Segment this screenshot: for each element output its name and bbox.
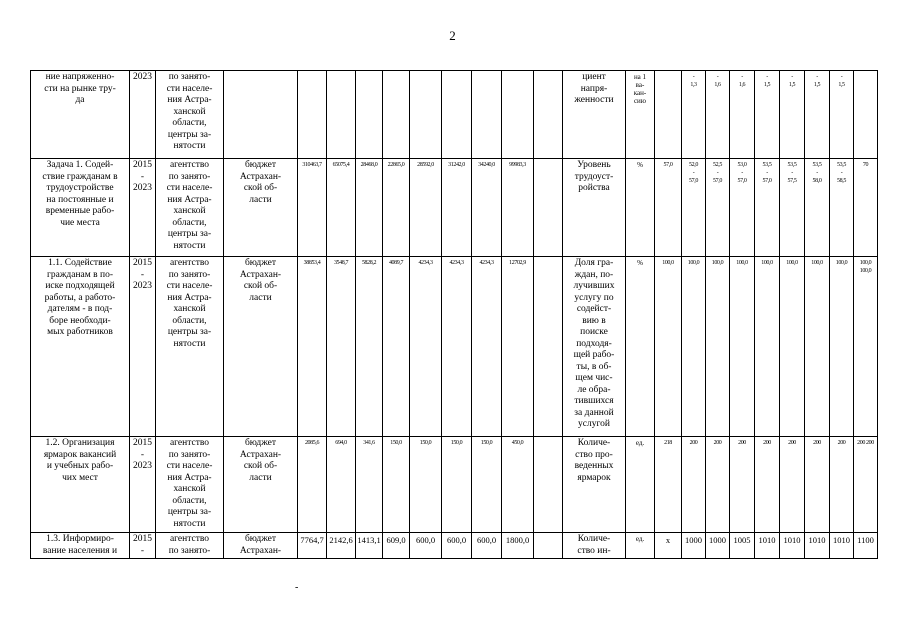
target-value-cell <box>706 257 730 437</box>
funding-value-cell <box>534 159 563 257</box>
target-value-cell <box>755 257 780 437</box>
target-value-cell <box>682 533 706 559</box>
target-value-cell <box>854 71 878 159</box>
target-value-cell-text: 52,0 - 57,0 <box>689 162 698 184</box>
executor-cell <box>156 159 224 257</box>
funding-value-cell <box>410 437 442 533</box>
target-value-cell-text: - 1,6 <box>738 74 746 88</box>
target-value-cell <box>682 437 706 533</box>
funding-value-cell <box>383 437 410 533</box>
funding-value-cell <box>410 257 442 437</box>
funding-source-cell-text: бюджет Астрахан- <box>239 534 282 556</box>
measure-name-cell <box>31 437 130 533</box>
table-row <box>31 159 878 257</box>
program-table <box>30 70 878 559</box>
funding-value-cell-text: 150,0 <box>390 440 402 446</box>
indicator-cell <box>563 533 626 559</box>
measure-name-cell-text: 1.2. Организация ярмарок вакансий и учебных рабо- чих мест <box>43 438 117 483</box>
funding-value-cell-text: 600,0 <box>446 535 467 545</box>
funding-value-cell <box>442 71 472 159</box>
funding-value-cell-text: 22865,0 <box>387 162 405 168</box>
funding-value-cell-text: 341,6 <box>363 440 375 446</box>
executor-cell-text: агентство по занято- сти населе- ния Астра- ханской области, центры за- нятости <box>166 160 213 251</box>
base-value-cell <box>655 257 682 437</box>
funding-value-cell <box>472 257 502 437</box>
target-value-cell <box>780 71 805 159</box>
funding-value-cell-text: 4234,3 <box>418 260 433 266</box>
indicator-cell-text: циент напря- женности <box>574 72 614 105</box>
funding-value-cell-text: 150,0 <box>480 440 493 446</box>
target-value-cell-text: - 1,3 <box>690 74 697 88</box>
funding-value-cell <box>383 159 410 257</box>
table-row <box>31 533 878 559</box>
funding-value-cell-text: 600,0 <box>415 535 436 545</box>
funding-source-cell-text: бюджет Астрахан- ской об- ласти <box>239 438 282 483</box>
funding-value-cell <box>383 71 410 159</box>
target-value-cell <box>755 437 780 533</box>
target-value-cell <box>830 437 854 533</box>
target-value-cell-text: 200 200 <box>857 440 874 446</box>
funding-value-cell <box>356 533 383 559</box>
target-value-cell-text: 200 <box>738 440 746 446</box>
base-value-cell <box>655 159 682 257</box>
base-value-cell-text: х <box>665 535 671 545</box>
period-cell-text: 2015 - 2023 <box>133 438 152 471</box>
funding-value-cell <box>534 257 563 437</box>
funding-value-cell-text: 38853,4 <box>303 260 321 266</box>
target-value-cell-text: 53,5 - 58,5 <box>837 162 846 184</box>
target-value-cell <box>805 533 830 559</box>
funding-value-cell-text: 150,0 <box>419 440 432 446</box>
period-cell-text: 2015 - 2023 <box>133 160 152 193</box>
funding-value-cell <box>502 159 534 257</box>
measure-name-cell-text: ние напряженно- сти на рынке тру- да <box>44 72 116 105</box>
funding-value-cell <box>442 159 472 257</box>
target-value-cell <box>780 159 805 257</box>
funding-value-cell <box>410 533 442 559</box>
period-cell <box>130 159 156 257</box>
page-number: 2 <box>449 28 456 43</box>
funding-value-cell <box>327 437 356 533</box>
period-cell <box>130 533 156 559</box>
funding-value-cell <box>502 71 534 159</box>
executor-cell <box>156 533 224 559</box>
funding-value-cell <box>298 257 327 437</box>
target-value-cell-text: 53,5 - 57,0 <box>762 162 772 184</box>
table-row <box>31 437 878 533</box>
base-value-cell <box>655 533 682 559</box>
period-cell-text: 2015 - 2023 <box>133 258 152 291</box>
period-cell <box>130 71 156 159</box>
indicator-cell-text: Количе- ство про- веденных ярмарок <box>574 438 614 483</box>
base-value-cell-text: 100,0 <box>662 260 674 266</box>
unit-cell-text: ед. <box>635 439 645 447</box>
target-value-cell-text: 1005 <box>733 535 751 545</box>
target-value-cell <box>805 257 830 437</box>
executor-cell-text: агентство по занято- <box>168 534 211 556</box>
funding-source-cell-text: бюджет Астрахан- ской об- ласти <box>239 258 282 303</box>
funding-value-cell <box>442 437 472 533</box>
target-value-cell <box>730 437 755 533</box>
funding-value-cell-text: 31242,0 <box>448 162 465 168</box>
target-value-cell-text: 1000 <box>685 535 702 545</box>
executor-cell <box>156 257 224 437</box>
funding-value-cell-text: 99983,3 <box>509 162 526 168</box>
funding-value-cell-text: 7764,7 <box>300 535 324 545</box>
funding-value-cell <box>356 71 383 159</box>
funding-value-cell <box>383 257 410 437</box>
funding-source-cell <box>224 71 298 159</box>
funding-value-cell <box>356 437 383 533</box>
funding-value-cell-text: 34240,0 <box>478 162 495 168</box>
target-value-cell <box>854 159 878 257</box>
target-value-cell-text: 200 <box>837 440 846 446</box>
target-value-cell-text: 100,0 <box>687 260 700 266</box>
target-value-cell <box>830 257 854 437</box>
target-value-cell <box>682 159 706 257</box>
target-value-cell-text: 200 <box>713 440 722 446</box>
target-value-cell-text: 70 <box>862 162 869 168</box>
funding-value-cell-text: 65075,4 <box>332 162 350 168</box>
target-value-cell <box>780 437 805 533</box>
target-value-cell <box>854 437 878 533</box>
funding-value-cell <box>383 533 410 559</box>
funding-value-cell <box>442 533 472 559</box>
target-value-cell-text: 1010 <box>808 535 826 545</box>
target-value-cell <box>730 257 755 437</box>
funding-value-cell <box>502 437 534 533</box>
indicator-cell-text: Количе- ство ин- <box>577 534 611 556</box>
funding-value-cell <box>298 533 327 559</box>
period-cell-text: 2015 - <box>133 534 152 556</box>
target-value-cell-text: - 1,5 <box>813 74 821 88</box>
target-value-cell-text: 100,0 <box>736 260 748 266</box>
funding-value-cell <box>534 437 563 533</box>
funding-value-cell-text: 2085,6 <box>304 440 320 446</box>
funding-source-cell <box>224 533 298 559</box>
funding-value-cell <box>327 257 356 437</box>
target-value-cell <box>805 159 830 257</box>
target-value-cell <box>755 533 780 559</box>
target-value-cell <box>730 71 755 159</box>
target-value-cell <box>780 257 805 437</box>
measure-name-cell-text: 1.1. Содействие гражданам в по- иске подходящей работы, а работо- дателям - в под- боре необходи- мых работников <box>44 258 116 337</box>
funding-value-cell-text: 4234,3 <box>479 260 494 266</box>
executor-cell-text: агентство по занято- сти населе- ния Астра- ханской области, центры за- нятости <box>166 438 213 529</box>
unit-cell-text: % <box>637 161 643 169</box>
target-value-cell <box>805 437 830 533</box>
target-value-cell-text: - 1,5 <box>763 74 771 88</box>
period-cell <box>130 257 156 437</box>
unit-cell-text: ед. <box>635 535 645 543</box>
target-value-cell-text: 100,0 <box>835 260 848 266</box>
executor-cell-text: агентство по занято- сти населе- ния Астра- ханской области, центры за- нятости <box>166 258 213 349</box>
target-value-cell <box>755 71 780 159</box>
funding-value-cell-text: 3548,7 <box>333 260 349 266</box>
measure-name-cell <box>31 533 130 559</box>
target-value-cell <box>830 71 854 159</box>
target-value-cell-text: 1000 <box>709 535 726 545</box>
measure-name-cell-text: Задача 1. Содей- ствие гражданам в трудоустройстве на постоянные и временные рабо- чие места <box>42 160 118 228</box>
funding-value-cell <box>534 533 563 559</box>
period-cell <box>130 437 156 533</box>
funding-value-cell <box>410 71 442 159</box>
funding-value-cell <box>442 257 472 437</box>
funding-value-cell <box>298 159 327 257</box>
measure-name-cell <box>31 71 130 159</box>
period-cell-text: 2023 <box>133 72 152 82</box>
funding-value-cell <box>472 159 502 257</box>
funding-value-cell-text: 5828,2 <box>361 260 377 266</box>
target-value-cell <box>780 533 805 559</box>
funding-value-cell-text: 150,0 <box>450 440 463 446</box>
target-value-cell-text: 100,0 <box>711 260 724 266</box>
target-value-cell-text: 52,5 - 57,0 <box>713 162 722 184</box>
funding-value-cell <box>327 159 356 257</box>
target-value-cell-text: 200 <box>788 440 796 446</box>
target-value-cell <box>706 159 730 257</box>
funding-value-cell <box>327 71 356 159</box>
funding-value-cell <box>472 71 502 159</box>
funding-value-cell <box>502 533 534 559</box>
target-value-cell <box>830 533 854 559</box>
unit-cell <box>626 437 655 533</box>
funding-value-cell <box>472 533 502 559</box>
target-value-cell <box>706 71 730 159</box>
unit-cell <box>626 533 655 559</box>
target-value-cell <box>730 159 755 257</box>
funding-value-cell-text: 694,0 <box>335 440 347 446</box>
target-value-cell-text: 53,5 - 57,5 <box>787 162 797 184</box>
funding-value-cell-text: 609,0 <box>386 535 406 545</box>
funding-value-cell-text: 1413,1 <box>357 535 381 545</box>
indicator-cell <box>563 159 626 257</box>
base-value-cell <box>655 71 682 159</box>
funding-value-cell-text: 600,0 <box>476 535 497 545</box>
unit-cell <box>626 159 655 257</box>
target-value-cell-text: 1010 <box>758 535 776 545</box>
target-value-cell-text: 53,0 - 57,0 <box>737 162 747 184</box>
target-value-cell-text: 1100 <box>857 535 874 545</box>
funding-source-cell <box>224 437 298 533</box>
target-value-cell-text: 100,0 <box>761 260 773 266</box>
base-value-cell-text: 57,0 <box>663 162 673 168</box>
funding-value-cell-text: 12702,9 <box>509 260 526 266</box>
indicator-cell <box>563 257 626 437</box>
base-value-cell-text: 218 <box>664 440 672 446</box>
target-value-cell <box>730 533 755 559</box>
executor-cell-text: по занято- сти населе- ния Астра- ханской области, центры за- нятости <box>166 72 213 151</box>
funding-value-cell-text: 4234,3 <box>449 260 464 266</box>
funding-value-cell <box>327 533 356 559</box>
funding-value-cell <box>502 257 534 437</box>
funding-value-cell-text: 2142,6 <box>329 535 353 545</box>
executor-cell <box>156 71 224 159</box>
indicator-cell <box>563 437 626 533</box>
indicator-cell-text: Уровень трудоуст- ройства <box>574 160 614 193</box>
funding-value-cell <box>298 437 327 533</box>
target-value-cell-text: 1010 <box>783 535 801 545</box>
target-value-cell <box>706 533 730 559</box>
table-row <box>31 257 878 437</box>
target-value-cell-text: 53,5 - 58,0 <box>812 162 822 184</box>
funding-value-cell-text: 4089,7 <box>388 260 404 266</box>
funding-source-cell <box>224 257 298 437</box>
target-value-cell-text: 100,0 <box>786 260 798 266</box>
measure-name-cell-text: 1.3. Информиро- вание населения и <box>42 534 118 556</box>
unit-cell-text: на 1 ва- кан- сию <box>633 73 647 105</box>
target-value-cell <box>755 159 780 257</box>
funding-value-cell <box>356 159 383 257</box>
target-value-cell-text: - 1,5 <box>788 74 796 88</box>
target-value-cell <box>830 159 854 257</box>
target-value-cell <box>854 533 878 559</box>
target-value-cell-text: 100,0 <box>811 260 823 266</box>
target-value-cell-text: - 1,5 <box>838 74 845 88</box>
funding-value-cell-text: 28468,0 <box>360 162 378 168</box>
funding-value-cell-text: 28592,0 <box>417 162 434 168</box>
target-value-cell-text: 200 <box>763 440 771 446</box>
funding-value-cell <box>410 159 442 257</box>
target-value-cell-text: 1010 <box>833 535 850 545</box>
funding-source-cell-text: бюджет Астрахан- ской об- ласти <box>239 160 282 205</box>
target-value-cell <box>682 257 706 437</box>
target-value-cell-text: 200 <box>813 440 821 446</box>
unit-cell-text: % <box>637 259 643 267</box>
funding-value-cell-text: 450,0 <box>511 440 524 446</box>
funding-source-cell <box>224 159 298 257</box>
measure-name-cell <box>31 159 130 257</box>
measure-name-cell <box>31 257 130 437</box>
target-value-cell <box>682 71 706 159</box>
table-row <box>31 71 878 159</box>
target-value-cell <box>854 257 878 437</box>
base-value-cell <box>655 437 682 533</box>
funding-value-cell-text: 310463,7 <box>302 162 322 168</box>
executor-cell <box>156 437 224 533</box>
unit-cell <box>626 257 655 437</box>
funding-value-cell-text: 1800,0 <box>505 535 530 545</box>
indicator-cell <box>563 71 626 159</box>
target-value-cell-text: 200 <box>689 440 698 446</box>
funding-value-cell <box>534 71 563 159</box>
funding-value-cell <box>472 437 502 533</box>
target-value-cell <box>805 71 830 159</box>
target-value-cell-text: 100,0 100,0 <box>859 260 872 274</box>
bottom-mark: - <box>295 582 299 593</box>
unit-cell <box>626 71 655 159</box>
indicator-cell-text: Доля гра- ждан, по- лучивших услугу по содейст- вию в поиске подходя- щей рабо- ты, в об- щем чис- ле обра- тившихся за данной услугой <box>573 258 615 429</box>
target-value-cell <box>706 437 730 533</box>
funding-value-cell <box>298 71 327 159</box>
target-value-cell-text: - 1,6 <box>714 74 721 88</box>
funding-value-cell <box>356 257 383 437</box>
